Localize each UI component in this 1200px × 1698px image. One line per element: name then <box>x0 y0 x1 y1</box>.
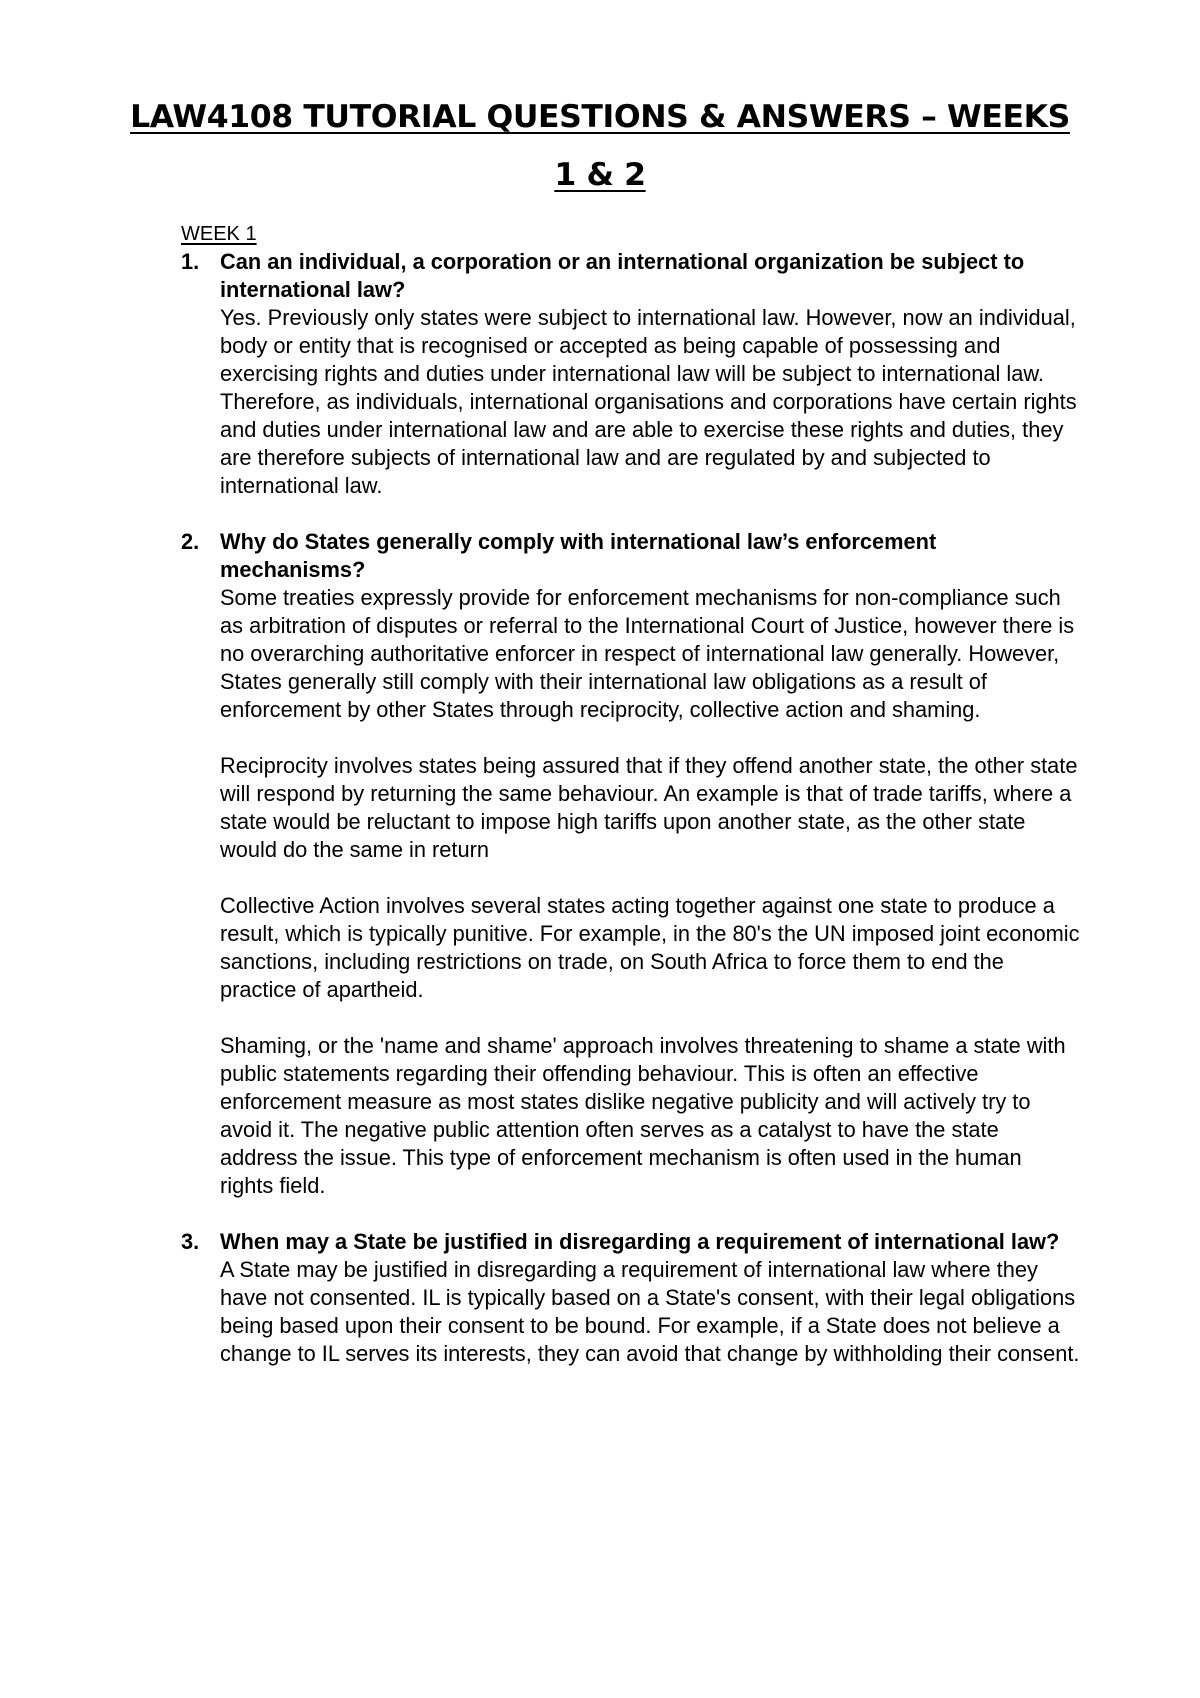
paragraph-spacer <box>220 864 1081 892</box>
question-item-1 <box>181 248 1081 528</box>
question-item-3 <box>181 1228 1081 1368</box>
paragraph-spacer <box>220 724 1081 752</box>
paragraph-spacer <box>220 500 1081 528</box>
question-text: Can an individual, a corporation or an international organization be subject to international law? <box>220 249 1025 302</box>
question-number: 2. <box>181 529 200 554</box>
answer-paragraph: A State may be justified in disregarding a requirement of international law where they have not consented. IL is typically based on a State's consent, with their legal obligations being based upon their consent to be bound. For example, if a State does not believe a change to IL serves its interests, they can avoid that change by withholding their consent. <box>220 1257 1080 1366</box>
question-text: Why do States generally comply with international law’s enforcement mechanisms? <box>220 529 937 582</box>
answer-paragraph: Some treaties expressly provide for enforcement mechanisms for non-compliance such as arbitration of disputes or referral to the International Court of Justice, however there is no overarching authoritative enforcer in respect of international law generally. However, States generally still comply with their international law obligations as a result of enforcement by other States through reciprocity, collective action and shaming. <box>220 585 1075 722</box>
paragraph-spacer <box>220 1004 1081 1032</box>
answer-paragraph: Shaming, or the 'name and shame' approach involves threatening to shame a state with public statements regarding their offending behaviour. This is often an effective enforcement measure as most states dislike negative publicity and will actively try to avoid it. The negative public attention often serves as a catalyst to have the state address the issue. This type of enforcement mechanism is often used in the human rights field. <box>220 1033 1066 1198</box>
paragraph-spacer <box>220 1200 1081 1228</box>
document-title <box>120 88 1080 204</box>
week-label: WEEK 1 <box>181 223 257 245</box>
document-body <box>181 220 1081 1368</box>
answer-paragraph: Collective Action involves several states acting together against one state to produce a result, which is typically punitive. For example, in the 80's the UN imposed joint economic sanctions, including restrictions on trade, on South Africa to force them to end the practice of apartheid. <box>220 893 1080 1002</box>
document-title-line-2: 1 & 2 <box>554 157 646 193</box>
question-text: When may a State be justified in disregarding a requirement of international law? <box>220 1229 1060 1254</box>
answer-paragraph: Yes. Previously only states were subject to international law. However, now an individual, body or entity that is recognised or accepted as being capable of possessing and exercising rights and duties under international law will be subject to international law. Therefore, as individuals, international organisations and corporations have certain rights and duties under international law and are able to exercise these rights and duties, they are therefore subjects of international law and are regulated by and subjected to international law. <box>220 305 1077 498</box>
question-number: 1. <box>181 249 200 274</box>
answer-paragraph: Reciprocity involves states being assured that if they offend another state, the other state will respond by returning the same behaviour. An example is that of trade tariffs, where a state would be reluctant to impose high tariffs upon another state, as the other state would do the same in return <box>220 753 1078 862</box>
document-title-line-1: LAW4108 TUTORIAL QUESTIONS & ANSWERS – WEEKS <box>130 99 1070 135</box>
question-list <box>181 248 1081 1368</box>
question-number: 3. <box>181 1229 200 1254</box>
question-item-2 <box>181 528 1081 1228</box>
